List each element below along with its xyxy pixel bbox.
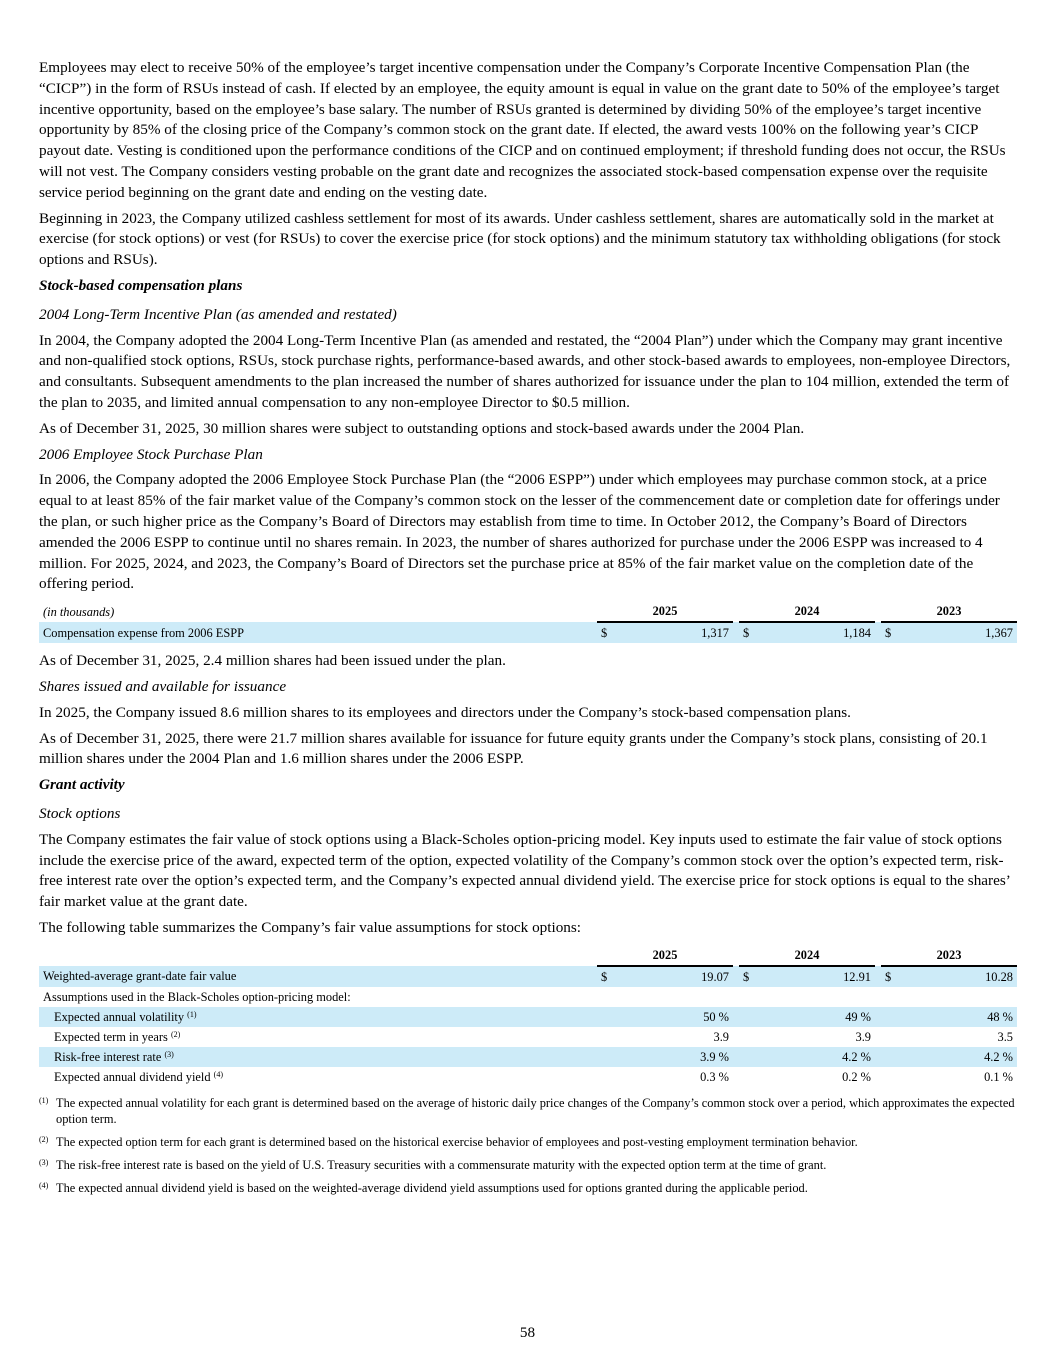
footnote-1: $^{(1)}$ The expected annual volatility for each grant is determined based on the average of historic daily price changes of the Company’s common stock over a period, which approximates the expected option term. [39, 1095, 1015, 1126]
row-label: Weighted-average grant-date fair value [39, 966, 597, 987]
value-2023: 1,367 [903, 622, 1017, 643]
column-header-2024: 2024 [739, 945, 875, 966]
paragraph-2006-espp: In 2006, the Company adopted the 2006 Employee Stock Purchase Plan (the “2006 ESPP”) under which employees may purchase common stock, at a price equal to at least 85% of the fair market value of the Company’s common stock on the lesser of the commencement date or completion date for offerings under the plan, or such higher price as the Company’s Board of Directors may establish from time to time. In October 2012, the Company’s Board of Directors amended the 2006 ESPP to continue until no shares remain. In 2023, the number of shares authorized for purchase under the 2006 ESPP was increased to 4 million. For 2025, 2024, and 2023, the Company’s Board of Directors set the purchase price at 85% of the fair market value on the completion date of the offering period. [39, 471, 1000, 593]
value-2024: 12.91 [761, 966, 875, 987]
column-header-2023: 2023 [881, 601, 1017, 622]
value-2025: 50 % [619, 1007, 733, 1027]
subheading-2004-plan: 2004 Long-Term Incentive Plan (as amended and restated) [39, 305, 397, 323]
value-2023: 3.5 [997, 1029, 1013, 1044]
value-2024: 1,184 [761, 622, 875, 643]
currency-symbol: $ [881, 622, 903, 643]
paragraph-black-scholes: The Company estimates the fair value of stock options using a Black-Scholes option-pricing model. Key inputs used to estimate the fair value of stock options include the exercise price of the award, expected term of the option, expected volatility of the Company’s common stock over the option’s expected term, risk-free interest rate over the option’s expected term, and the Company’s expected annual dividend yield. The exercise price for stock options is equal to the shares’ fair market value at the grant date. [39, 830, 1010, 911]
row-label: Expected annual dividend yield $^{(4)}$ [54, 1069, 223, 1084]
value-2023: 10.28 [903, 966, 1017, 987]
paragraph-2004-plan: In 2004, the Company adopted the 2004 Long-Term Incentive Plan (as amended and restated, the “2004 Plan”) under which the Company may grant incentive and non-qualified stock options, RSUs, stock purchase rights, performance-based awards, and other stock-based awards to employees, non-employee Directors, and consultants. Subsequent amendments to the plan increased the number of shares authorized for issuance under the plan to 104 million, extended the term of the plan to 2035, and limited annual compensation to any non-employee Director to $0.5 million. [39, 331, 1011, 411]
value-2024: 4.2 % [761, 1047, 875, 1067]
row-label: Expected term in years $^{(2)}$ [54, 1029, 181, 1044]
footnotes [39, 1095, 1017, 1196]
value-2025: 1,317 [619, 622, 733, 643]
footnote-ref: (2) [171, 1029, 181, 1039]
currency-symbol: $ [597, 966, 619, 987]
assumptions-label: Assumptions used in the Black-Scholes option-pricing model: [43, 989, 351, 1004]
value-2023: 0.1 % [984, 1069, 1013, 1084]
paragraph-cashless-settlement: Beginning in 2023, the Company utilized cashless settlement for most of its awards. Under cashless settlement, shares are automatically sold in the market at exercise (for stock options) or vest (for RSUs) to cover the exercise price (for stock options) and the minimum statutory tax withholding obligations (for stock options and RSUs). [39, 209, 1001, 269]
fair-value-assumptions-table [39, 945, 1017, 1087]
currency-symbol: $ [739, 622, 761, 643]
row-label: Risk-free interest rate $^{(3)}$ [39, 1047, 597, 1067]
value-2025: 0.3 % [700, 1069, 729, 1084]
value-2024: 0.2 % [842, 1069, 871, 1084]
table-row-assumptions-header [39, 987, 1017, 1007]
currency-symbol: $ [597, 622, 619, 643]
table-row [39, 1047, 1017, 1067]
column-header-2025: 2025 [597, 601, 733, 622]
table-row [39, 1027, 1017, 1047]
currency-symbol: $ [739, 966, 761, 987]
table-header-row [39, 601, 1017, 622]
heading-grant-activity: Grant activity [39, 776, 125, 794]
value-2025: 3.9 [713, 1029, 729, 1044]
heading-stock-based-plans: Stock-based compensation plans [39, 276, 243, 294]
paragraph-2004-outstanding: As of December 31, 2025, 30 million shares were subject to outstanding options and stock-based awards under the 2004 Plan. [39, 419, 805, 437]
espp-expense-table [39, 601, 1017, 643]
currency-symbol: $ [881, 966, 903, 987]
paragraph-shares-available: As of December 31, 2025, there were 21.7 million shares available for issuance for future equity grants under the Company’s stock plans, consisting of 20.1 million shares under the 2004 Plan and 1.6 million shares under the 2006 ESPP. [39, 729, 988, 768]
value-2023: 4.2 % [903, 1047, 1017, 1067]
paragraph-espp-issued: As of December 31, 2025, 2.4 million shares had been issued under the plan. [39, 652, 506, 670]
footnote-3: $^{(3)}$ The risk-free interest rate is based on the yield of U.S. Treasury securities with a commensurate maturity with the expected option term at the time of grant. [39, 1157, 827, 1172]
value-2024: 3.9 [855, 1029, 871, 1044]
footnote-2: $^{(2)}$ The expected option term for each grant is determined based on the historical exercise behavior of employees and post-vesting employment termination behavior. [39, 1134, 858, 1149]
table-row [39, 1007, 1017, 1027]
value-2025: 19.07 [619, 966, 733, 987]
row-label: Compensation expense from 2006 ESPP [39, 622, 597, 643]
footnote-ref: (1) [187, 1009, 197, 1019]
footnote-ref: (4) [213, 1069, 223, 1079]
column-header-2025: 2025 [597, 945, 733, 966]
value-2024: 49 % [761, 1007, 875, 1027]
table-row [39, 1067, 1017, 1087]
footnote-ref: (3) [164, 1049, 174, 1059]
unit-label: (in thousands) [43, 604, 115, 619]
row-label: Expected annual volatility $^{(1)}$ [39, 1007, 597, 1027]
page-number: 58 [519, 1324, 536, 1341]
document-page [39, 58, 1017, 1203]
paragraph-cicp-rsu: Employees may elect to receive 50% of the employee’s target incentive compensation under the Company’s Corporate Incentive Compensation Plan (the “CICP”) in the form of RSUs instead of cash. If elected by an employee, the equity amount is equal in value on the grant date to 50% of the employee’s target incentive opportunity, based on the employee’s base salary. The number of RSUs granted is determined by dividing 50% of the employee’s target incentive opportunity by 85% of the closing price of the Company’s common stock on the grant date. If elected, the award vests 100% on the following year’s CICP payout date. Vesting is conditioned upon the performance conditions of the CICP and on continued employment; if threshold funding does not occur, the RSUs will not vest. The Company considers vesting probable on the grant date and recognizes the associated stock-based compensation expense over the requisite service period beginning on the grant date and ending on the vesting date. [39, 59, 1006, 201]
paragraph-table-intro: The following table summarizes the Company’s fair value assumptions for stock options: [39, 918, 582, 936]
table-header-row [39, 945, 1017, 966]
table-row-fair-value [39, 966, 1017, 987]
paragraph-shares-issued-2025: In 2025, the Company issued 8.6 million shares to its employees and directors under the Company’s stock-based compensation plans. [39, 703, 851, 721]
subheading-shares-issued: Shares issued and available for issuance [39, 677, 287, 695]
value-2025: 3.9 % [619, 1047, 733, 1067]
footnote-4: $^{(4)}$ The expected annual dividend yield is based on the weighted-average dividend yield assumptions used for options granted during the applicable period. [39, 1180, 808, 1195]
subheading-stock-options: Stock options [39, 804, 121, 822]
table-row [39, 622, 1017, 643]
column-header-2023: 2023 [881, 945, 1017, 966]
column-header-2024: 2024 [739, 601, 875, 622]
subheading-2006-espp: 2006 Employee Stock Purchase Plan [39, 445, 263, 463]
value-2023: 48 % [903, 1007, 1017, 1027]
